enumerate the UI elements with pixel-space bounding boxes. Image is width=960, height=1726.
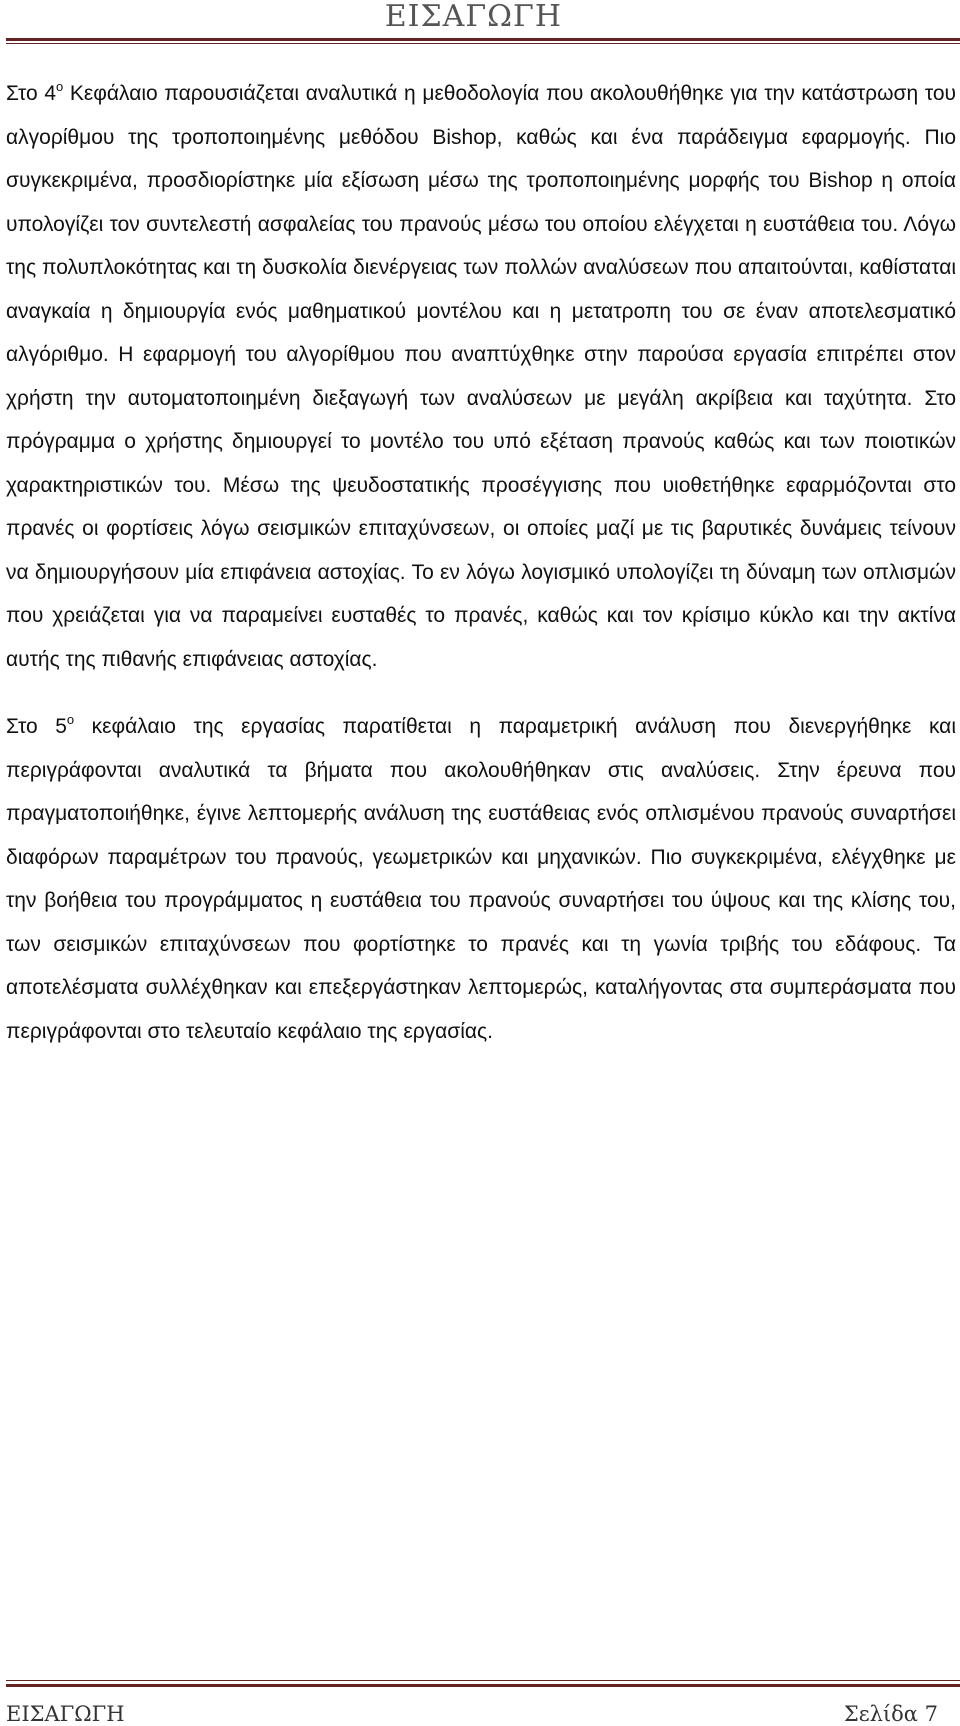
page-footer	[0, 1680, 960, 1724]
superscript-ordinal: ο	[56, 79, 64, 94]
header-rule-thick	[6, 38, 960, 41]
header-rule-thin	[6, 43, 960, 44]
paragraph-1-start: Στο 4	[6, 82, 57, 105]
footer-page-number: Σελίδα 7	[843, 1702, 938, 1726]
footer-rule-thick	[6, 1684, 960, 1687]
header-title: ΕΙΣΑΓΩΓΗ	[384, 0, 562, 34]
footer-rule-thin	[6, 1680, 960, 1681]
page-header	[0, 0, 960, 48]
superscript-ordinal: ο	[66, 712, 75, 727]
paragraph-chapter-5	[6, 705, 956, 1053]
paragraph-2-text: κεφάλαιο της εργασίας παρατίθεται η παραμετρική ανάλυση που διενεργήθηκε και περιγράφονται αναλυτικά τα βήματα που ακολουθήθηκαν στις αναλύσεις. Στην έρευνα που πραγματοποιήθηκε, έγινε λεπτομερής ανάλυση της ευστάθειας ενός οπλισμένου πρανούς συναρτήσει διαφόρων παραμέτρων του πρανούς, γεωμετρικών και μηχανικών. Πιο συγκεκριμένα, ελέγχθηκε με την βοήθεια του προγράμματος η ευστάθεια του πρανούς συναρτήσει του ύψους και της κλίσης του, των σεισμικών επιταχύνσεων που φορτίστηκε το πρανές και τη γωνία τριβής του εδάφους. Τα αποτελέσματα συλλέχθηκαν και επεξεργάστηκαν λεπτομερώς, καταλήγοντας στα συμπεράσματα που περιγράφονται στο τελευταίο κεφάλαιο της εργασίας.	[6, 715, 956, 1043]
footer-section-title: ΕΙΣΑΓΩΓΗ	[6, 1702, 125, 1726]
paragraph-2-start: Στο 5	[6, 715, 67, 738]
page-content	[6, 72, 956, 1053]
paragraph-1-text: Κεφάλαιο παρουσιάζεται αναλυτικά η μεθοδολογία που ακολουθήθηκε για την κατάστρωση του αλγορίθμου της τροποποιημένης μεθόδου Bishop, καθώς και ένα παράδειγμα εφαρμογής. Πιο συγκεκριμένα, προσδιορίστηκε μία εξίσωση μέσω της τροποποιημένης μορφής του Bishop η οποία υπολογίζει τον συντελεστή ασφαλείας του πρανούς μέσω του οποίου ελέγχεται η ευστάθεια του. Λόγω της πολυπλοκότητας και τη δυσκολία διενέργειας των πολλών αναλύσεων που απαιτούνται, καθίσταται αναγκαία η δημιουργία ενός μαθηματικού μοντέλου και η μετατροπη του σε έναν αποτελεσματικό αλγόριθμο. Η εφαρμογή του αλγορίθμου που αναπτύχθηκε στην παρούσα εργασία επιτρέπει στον χρήστη την αυτοματοποιημένη διεξαγωγή των αναλύσεων με μεγάλη ακρίβεια και ταχύτητα. Στο πρόγραμμα ο χρήστης δημιουργεί το μοντέλο του υπό εξέταση πρανούς καθώς και των ποιοτικών χαρακτηριστικών του. Μέσω της ψευδοστατικής προσέγγισης που υιοθετήθηκε εφαρμόζονται στο πρανές οι φορτίσεις λόγω σεισμικών επιταχύνσεων, οι οποίες μαζί με τις βαρυτικές δυνάμεις τείνουν να δημιουργήσουν μία επιφάνεια αστοχίας. Το εν λόγω λογισμικό υπολογίζει τη δύναμη των οπλισμών που χρειάζεται για να παραμείνει ευσταθές το πρανές, καθώς και τον κρίσιμο κύκλο και την ακτίνα αυτής της πιθανής επιφάνειας αστοχίας.	[6, 82, 956, 671]
paragraph-chapter-4	[6, 72, 956, 681]
